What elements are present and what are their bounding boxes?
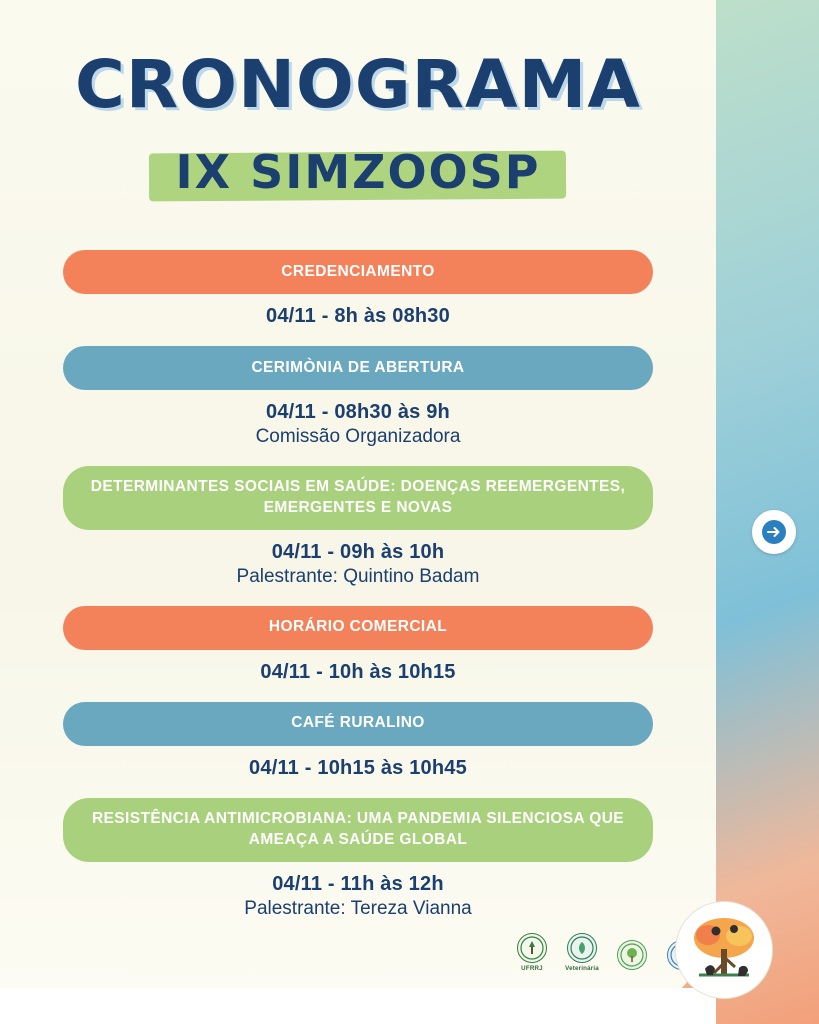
- simzoosp-tree-logo-icon: [681, 905, 767, 996]
- schedule-item: [0, 702, 716, 780]
- schedule-item-title: DETERMINANTES SOCIAIS EM SAÚDE: DOENÇAS REEMERGENTES, EMERGENTES E NOVAS: [63, 466, 653, 530]
- page-subtitle: IX SIMZOOSP: [175, 145, 541, 199]
- tree-seal-icon: [617, 940, 647, 970]
- schedule-item-detail: [0, 661, 716, 684]
- schedule-item-detail: [0, 401, 716, 448]
- schedule-item-title: RESISTÊNCIA ANTIMICROBIANA: UMA PANDEMIA SILENCIOSA QUE AMEAÇA A SAÚDE GLOBAL: [63, 798, 653, 862]
- schedule-item: [0, 466, 716, 588]
- schedule-item-title: CREDENCIAMENTO: [63, 250, 653, 294]
- logo-tree: [612, 932, 652, 972]
- schedule-item-detail: [0, 873, 716, 920]
- schedule-item-time: 04/11 - 09h às 10h: [271, 540, 445, 563]
- event-logo: [676, 902, 772, 998]
- background-bottom-strip: [0, 988, 716, 1024]
- schedule-item-detail: [0, 541, 716, 588]
- schedule-item-title: CAFÉ RURALINO: [63, 702, 653, 746]
- ufrrj-seal-icon: [517, 933, 547, 963]
- schedule-item-detail: [0, 305, 716, 328]
- schedule-item-title: CERIMÒNIA DE ABERTURA: [63, 346, 653, 390]
- logo-veterinaria: [562, 932, 602, 972]
- schedule-item-speaker: Palestrante: Tereza Vianna: [244, 897, 472, 919]
- next-slide-button[interactable]: [752, 510, 796, 554]
- schedule-item-time: 04/11 - 08h30 às 9h: [266, 401, 450, 423]
- logo-caption: UFRRJ: [521, 965, 543, 972]
- veterinaria-seal-icon: [567, 933, 597, 963]
- schedule-item-speaker: Palestrante: Quintino Badam: [236, 565, 480, 587]
- schedule-item: [0, 798, 716, 920]
- schedule-item: [0, 346, 716, 448]
- schedule-item: [0, 606, 716, 684]
- schedule-item-detail: [0, 757, 716, 780]
- arrow-right-icon: [761, 519, 787, 545]
- schedule-list: [0, 250, 716, 938]
- page-title: CRONOGRAMA: [74, 46, 642, 123]
- subtitle-container: [149, 142, 566, 207]
- partner-logos: [512, 932, 702, 972]
- schedule-item-time: 04/11 - 10h15 às 10h45: [249, 756, 467, 779]
- logo-ufrrj: [512, 932, 552, 972]
- schedule-item-time: 04/11 - 11h às 12h: [272, 872, 444, 895]
- logo-caption: Veterinária: [565, 965, 599, 972]
- schedule-item-title: HORÁRIO COMERCIAL: [63, 606, 653, 650]
- schedule-item: [0, 250, 716, 328]
- schedule-item-speaker: Comissão Organizadora: [255, 426, 461, 447]
- schedule-item-time: 04/11 - 10h às 10h15: [260, 660, 456, 683]
- header: [0, 46, 716, 207]
- schedule-item-time: 04/11 - 8h às 08h30: [266, 305, 450, 327]
